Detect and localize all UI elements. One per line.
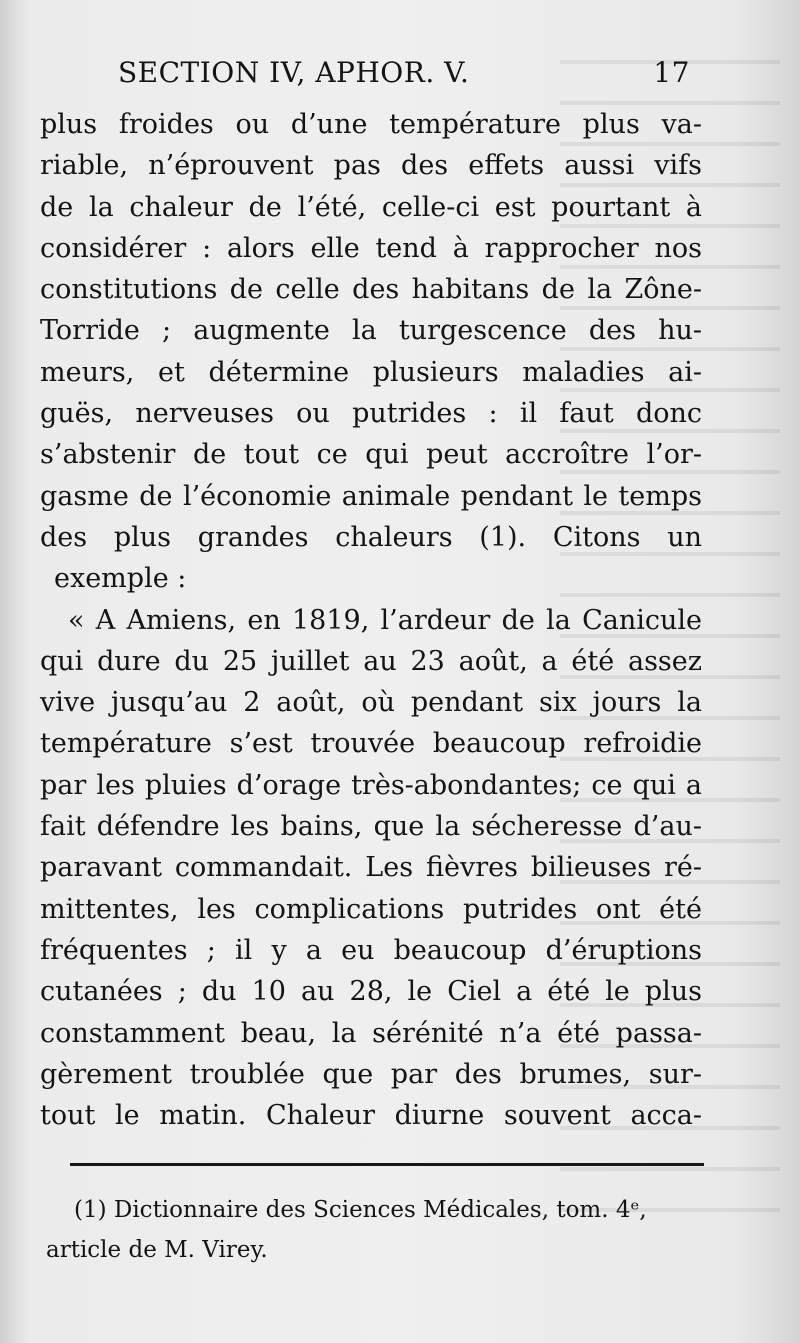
- text-line: plus froides ou d’une température plus va-: [40, 109, 702, 140]
- text-line: riable, n’éprouvent pas des effets aussi vifs: [40, 150, 702, 182]
- quote-line: paravant commandait. Les fièvres bilieuses ré-: [40, 852, 702, 884]
- text-line: considérer : alors elle tend à rapprocher nos: [40, 232, 702, 264]
- text-line: gasme de l’économie animale pendant le temps: [40, 480, 702, 512]
- footnote-line: article de M. Virey.: [46, 1237, 268, 1263]
- text-line: meurs, et détermine plusieurs maladies ai-: [40, 356, 702, 388]
- footnote-rule: [70, 1163, 704, 1166]
- quote-line: cutanées ; du 10 au 28, le Ciel a été le plus: [40, 976, 702, 1008]
- quote-line: fréquentes ; il y a eu beaucoup d’éruptions: [40, 934, 702, 966]
- quote-line: constamment beau, la sérénité n’a été passa-: [40, 1017, 702, 1049]
- quote-line: mittentes, les complications putrides ont été: [40, 893, 702, 925]
- text-line: exemple :: [54, 563, 187, 595]
- quote-line: tout le matin. Chaleur diurne souvent acca-: [40, 1100, 702, 1132]
- quote-line: par les pluies d’orage très-abondantes; ce qui a: [40, 769, 702, 801]
- footnote-line: (1) Dictionnaire des Sciences Médicales, tom. 4ᵉ,: [74, 1197, 647, 1223]
- quote-line: fait défendre les bains, que la sécheresse d’au-: [40, 811, 702, 843]
- page-number: 17: [653, 56, 690, 89]
- text-line: constitutions de celle des habitans de la Zône-: [40, 274, 702, 306]
- quote-line: vive jusqu’au 2 août, où pendant six jours la: [40, 687, 702, 719]
- text-line: de la chaleur de l’été, celle-ci est pourtant à: [40, 191, 702, 223]
- running-title: SECTION IV, APHOR. V.: [118, 56, 470, 89]
- quote-line: gèrement troublée que par des brumes, sur-: [40, 1058, 702, 1090]
- quote-line: qui dure du 25 juillet au 23 août, a été assez: [40, 645, 702, 677]
- quote-line: « A Amiens, en 1819, l’ardeur de la Canicule: [68, 604, 702, 636]
- text-line: Torride ; augmente la turgescence des hu-: [40, 315, 702, 347]
- footnote: [46, 1190, 698, 1270]
- main-text: [40, 104, 702, 1136]
- text-line: s’abstenir de tout ce qui peut accroître l’or-: [40, 439, 702, 471]
- text-line: des plus grandes chaleurs (1). Citons un: [40, 521, 702, 553]
- text-line: guës, nerveuses ou putrides : il faut donc: [40, 398, 702, 430]
- page-header: [118, 50, 690, 94]
- quote-line: température s’est trouvée beaucoup refroidie: [40, 728, 702, 760]
